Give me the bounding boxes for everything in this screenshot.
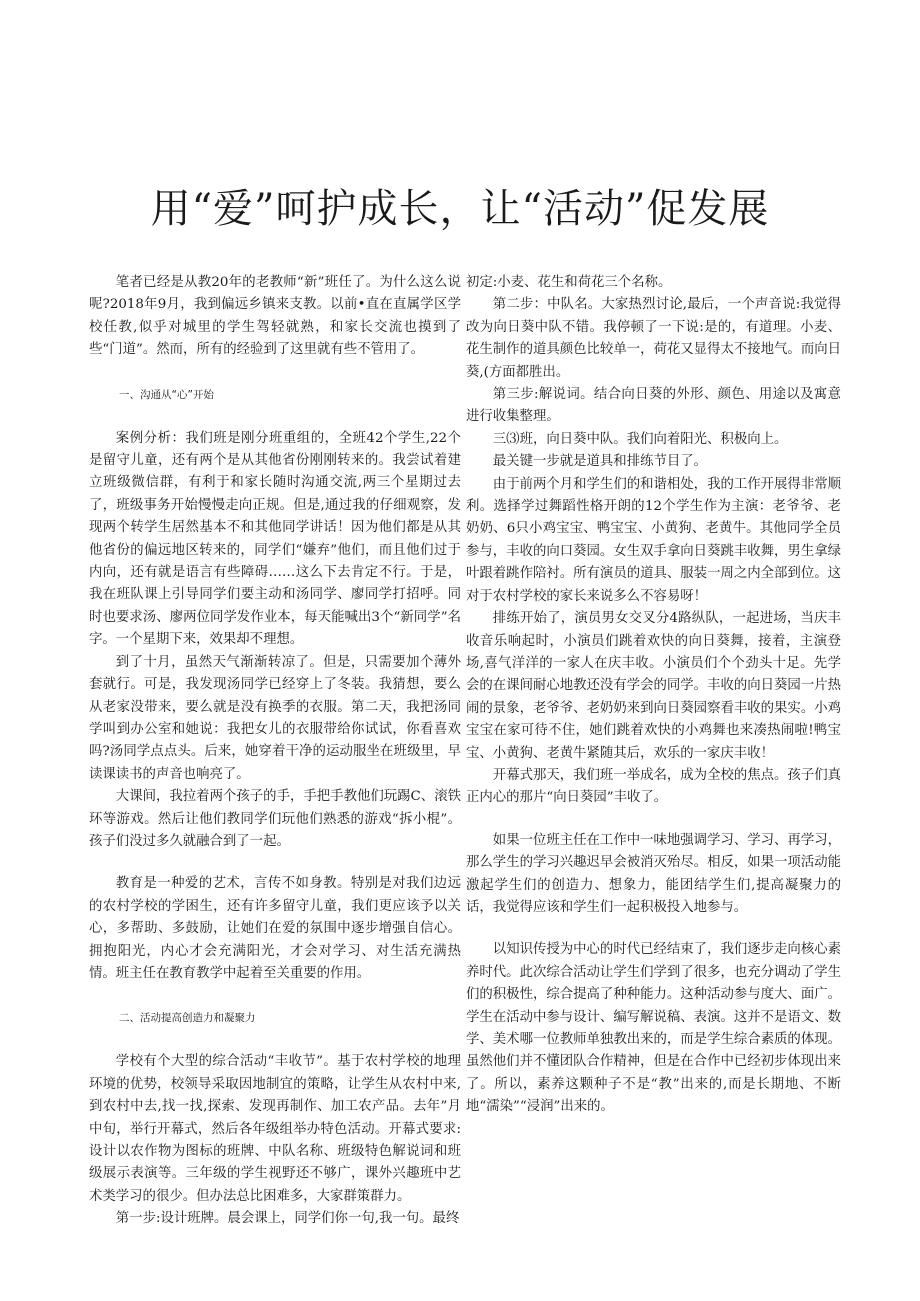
body-paragraph: 第三步:解说词。结合向日葵的外形、颜色、用途以及寓意进行收集整理。 xyxy=(466,387,841,425)
body-paragraph: 第二步：中队名。大家热烈讨论,最后，一个声音说:我觉得改为向日葵中队不错。我停顿了一下说:是的，有道理。小麦、花生制作的道具颜色比较单一，荷花又显得太不接地气。而向日葵,(方面都胜出。 xyxy=(466,297,841,380)
body-paragraph: 教育是一种爱的艺术，言传不如身教。特别是对我们边远的农村学校的学困生，还有许多留守儿童，我们更应该予以关心，多帮助、多鼓励，让她们在爱的氛围中逐步增强自信心。拥抱阳光，内心才会充满阳光，才会对学习、对生活充满热情。班主任在教育教学中起着至关重要的作用。 xyxy=(89,876,461,981)
body-paragraph: 大课间，我拉着两个孩子的手，手把手教他们玩踢C、滚铁环等游戏。然后让他们教同学们玩他们熟悉的游戏“拆小棍”。孩子们没过多久就融合到了一起。 xyxy=(89,789,461,849)
body-paragraph: 由于前两个月和学生们的和谐相处，我的工作开展得非常顺利。选择学过舞蹈性格开朗的12个学生作为主演：老爷爷、老奶奶、6只小鸡宝宝、鸭宝宝、小黄狗、老黄牛。其他同学全员参与，丰收的向口葵园。女生双手拿向日葵跳丰收舞，男生拿绿叶跟着跳作陪衬。所有演员的道具、服装一周之内全部到位。这对于农村学校的家长来说多么不容易呀！ xyxy=(466,476,841,604)
body-paragraph: 最关键一步就是道具和排练节目了。 xyxy=(492,454,708,470)
body-paragraph: 排练开始了，演员男女交叉分4路纵队，一起进场，当庆丰收音乐响起时，小演员们跳着欢快的向日葵舞，接着，主演登场,喜气洋洋的一家人在庆丰收。小演员们个个劲头十足。先学会的在课间耐心地教还没有学会的同学。丰收的向日葵园一片热闹的景象，老爷爷、老奶奶来到向日葵园察看丰收的果实。小鸡宝宝在家可待不住，她们跳着欢快的小鸡舞也来凑热闹啦!鸭宝宝、小黄狗、老黄牛紧随其后，欢乐的一家庆丰收！ xyxy=(466,611,841,761)
body-paragraph: 如果一位班主任在工作中一味地强调学习、学习、再学习，那么学生的学习兴趣迟早会被消灭殆尽。相反，如果一项活动能激起学生们的创造力、想象力，能团结学生们,提高凝聚力的话，我觉得应该和学生们一起积极投入地参与。 xyxy=(466,832,841,915)
section-heading-communication: 一、沟通从“心”开始 xyxy=(119,388,214,401)
body-paragraph: 到了十月，虽然天气渐渐转凉了。但是，只需要加个薄外套就行。可是，我发现汤同学已经穿上了冬装。我猜想，要么从老家没带来，要么就是没有换季的衣服。第二天，我把汤同学叫到办公室和她说：我把女儿的衣服带给你试试，你看喜欢吗?汤同学点点头。后来，她穿着干净的运动服坐在班级里，早读课读书的声音也响亮了。 xyxy=(89,654,461,782)
section-heading-activities: 二、活动提高创造力和凝聚力 xyxy=(119,1012,256,1025)
left-column xyxy=(89,272,461,1231)
right-column xyxy=(466,272,841,1119)
body-paragraph: 开幕式那天，我们班一举成名，成为全校的焦点。孩子们真正内心的那片“向日葵园”丰收了。 xyxy=(466,767,841,806)
document-title: 用“爱”呵护成长，让“活动”促发展 xyxy=(150,186,770,232)
body-paragraph: 三⑶班，向日葵中队。我们向着阳光、积极向上。 xyxy=(492,431,788,447)
body-paragraph: 初定:小麦、花生和荷花三个名称。 xyxy=(466,275,672,290)
intro-paragraph: 笔者已经是从教20年的老教师“新”班任了。为什么这么说呢?2018年9月，我到偏远乡镇来支教。以前•直在直属学区学校任教,似乎对城里的学生驾轻就熟，和家长交流也摸到了些“门道”。然而，所有的经验到了这里就有些不管用了。 xyxy=(89,275,461,358)
body-paragraph: 学校有个大型的综合活动“丰收节”。基于农村学校的地理环境的优势，校领导采取因地制宜的策略，让学生从农村中来,到农村中去,找一找,探索、发现再制作、加工农产品。去年”月中旬，举行开幕式，然后各年级组举办特色活动。开幕式要求:设计以农作物为图标的班牌、中队名称、班级特色解说词和班级展示表演等。三年级的学生视野还不够广，课外兴趣班中艺术类学习的很少。但办法总比困难多，大家群策群力。 xyxy=(89,1054,461,1204)
body-paragraph: 以知识传授为中心的时代已经结束了，我们逐步走向核心素养时代。此次综合活动让学生们学到了很多，也充分调动了学生们的积极性，综合提高了种种能力。这种活动参与度大、面广。学生在活动中参与设计、编写解说稿、表演。这并不是语文、数学、美术哪一位教师单独教出来的，而是学生综合素质的体现。虽然他们并不懂团队合作精神，但是在合作中已经初步体现出来了。所以，素养这颗种子不是“教”出来的,而是长期地、不断地“濡染”“浸润”出来的。 xyxy=(466,942,841,1115)
body-paragraph: 第一步:设计班牌。晨会课上，同学们你一句,我一句。最终 xyxy=(115,1211,460,1227)
body-paragraph: 案例分析：我们班是刚分班重组的，全班42个学生,22个是留守儿童，还有两个是从其他省份刚刚转来的。我尝试着建立班级微信群，有利于和家长随时沟通交流,两三个星期过去了，班级事务开始慢慢走向正规。但是,通过我的仔细观察，发现两个转学生居然基本不和其他同学讲话！因为他们都是从其他省份的偏远地区转来的，同学们“嫌弃”他们，而且他们过于内向，还有就是语言有些障碍……这么下去肯定不行。于是，我在班队课上引导同学们要主动和汤同学、廖同学打招呼。同时也要求汤、廖两位同学发作业本，每天能喊出3个“新同学”名字。一个星期下来，效果却不理想。 xyxy=(89,430,461,648)
